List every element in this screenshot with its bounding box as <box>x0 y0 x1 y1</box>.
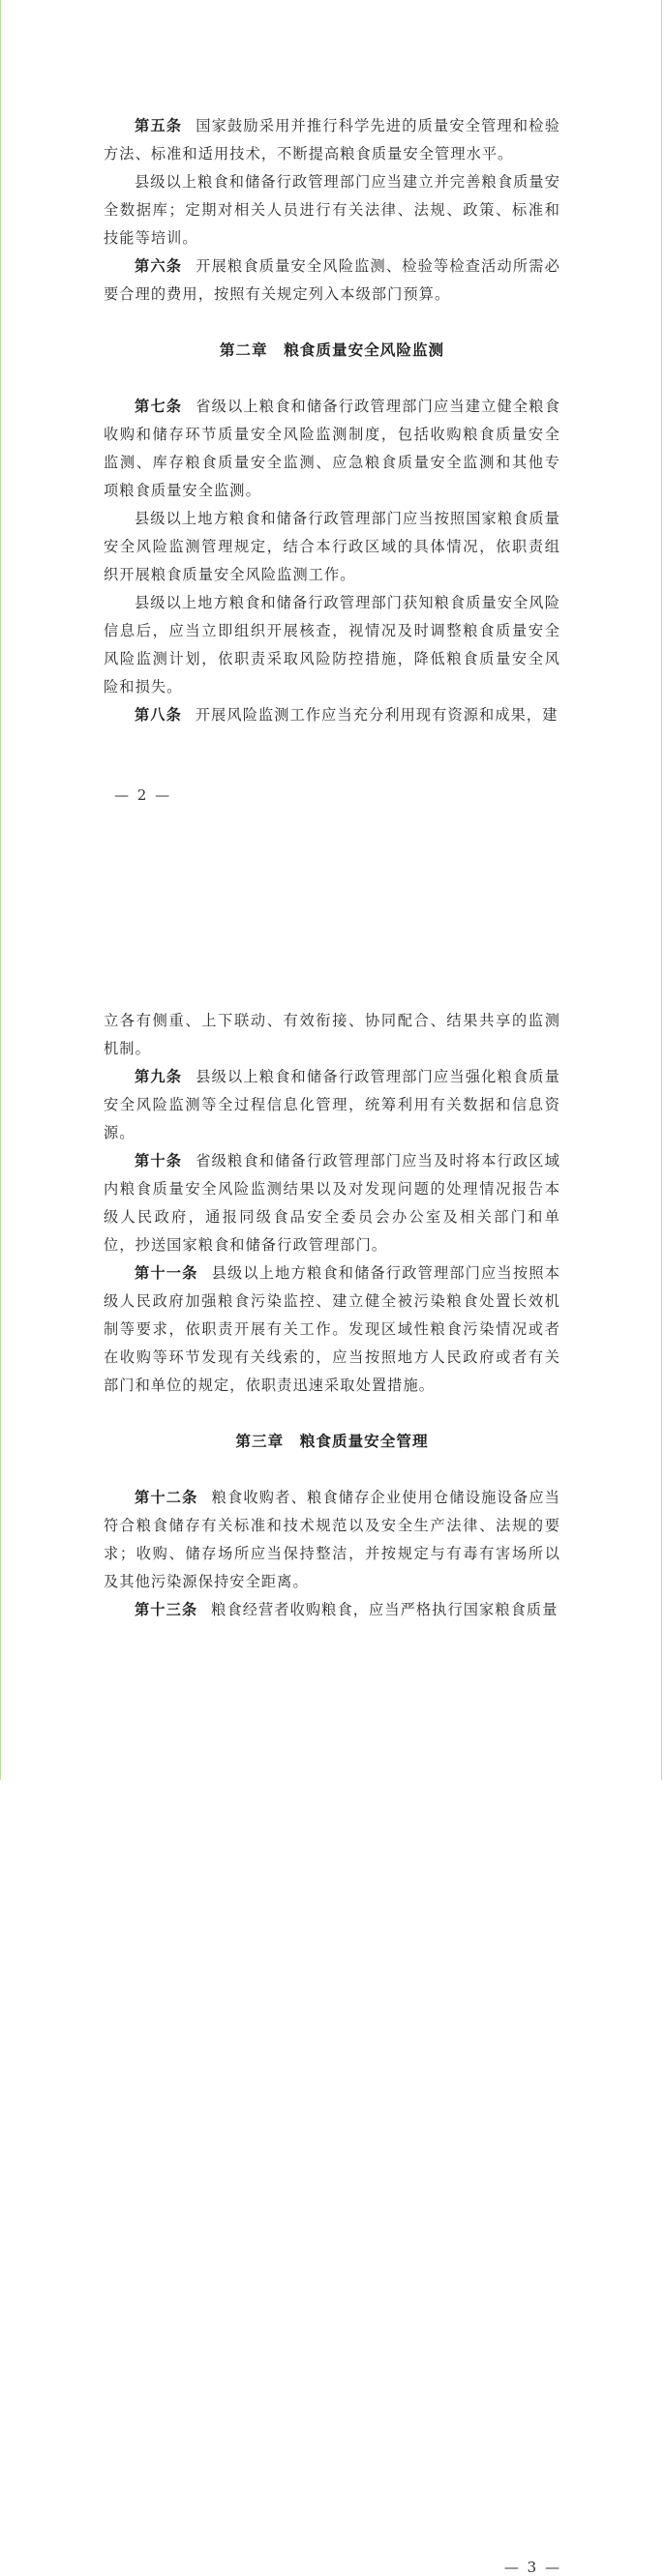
page-number: — 2 — <box>114 786 172 804</box>
article-text: 省级以上粮食和储备行政管理部门应当建立健全粮食收购和储存环节质量安全风险监测制度，包括收购粮食质量安全监测、库存粮食质量安全监测、应急粮食质量安全监测和其他专项粮食质量安全监测。 <box>104 398 560 499</box>
document-page-3 <box>0 851 664 2576</box>
article-text: 县级以上地方粮食和储备行政管理部门应当按照本级人民政府加强粮食污染监控、建立健全被污染粮食处置长效机制等要求，依职责开展有关工作。发现区域性粮食污染情况或者在收购等环节发现有关线索的，应当按照地方人民政府或者有关部门和单位的规定，依职责迅速采取处置措施。 <box>104 1264 561 1394</box>
paragraph: 县级以上地方粮食和储备行政管理部门应当按照国家粮食质量安全风险监测管理规定，结合本行政区域的具体情况，依职责组织开展粮食质量安全风险监测工作。 <box>104 510 560 583</box>
article-8-continued: 立各有侧重、上下联动、有效衔接、协同配合、结果共享的监测机制。 <box>104 1012 560 1057</box>
document-page-2 <box>0 0 664 851</box>
article-label: 第八条 <box>135 706 182 724</box>
article-9 <box>104 1063 560 1147</box>
article-text: 省级粮食和储备行政管理部门应当及时将本行政区域内粮食质量安全风险监测结果以及对发现问题的处理情况报告本级人民政府，通报同级食品安全委员会办公室及相关部门和单位，抄送国家粮食和储备行政管理部门。 <box>104 1152 560 1254</box>
article-text: 粮食收购者、粮食储存企业使用仓储设施设备应当符合粮食储存有关标准和技术规范以及安全生产法律、法规的要求；收购、储存场所应当保持整洁，并按规定与有毒有害场所以及其他污染源保持安全距离。 <box>104 1489 561 1590</box>
article-6 <box>104 252 560 309</box>
article-text: 县级以上粮食和储备行政管理部门应当强化粮食质量安全风险监测等全过程信息化管理，统筹利用有关数据和信息资源。 <box>104 1068 560 1141</box>
article-label: 第十一条 <box>135 1264 198 1282</box>
article-text: 开展粮食质量安全风险监测、检验等检查活动所需必要合理的费用，按照有关规定列入本级部门预算。 <box>104 257 560 303</box>
article-5 <box>104 112 560 168</box>
article-label: 第六条 <box>135 257 183 275</box>
article-12 <box>104 1484 560 1596</box>
paragraph: 县级以上粮食和储备行政管理部门应当建立并完善粮食质量安全数据库；定期对相关人员进行有关法律、法规、政策、标准和技能等培训。 <box>104 173 560 247</box>
page-content <box>104 112 560 729</box>
article-text: 粮食经营者收购粮食，应当严格执行国家粮食质量 <box>211 1601 558 1618</box>
article-label: 第九条 <box>135 1068 183 1085</box>
article-label: 第十条 <box>135 1152 183 1170</box>
paragraph: 县级以上地方粮食和储备行政管理部门获知粮食质量安全风险信息后，应当立即组织开展核查，视情况及时调整粮食质量安全风险监测计划，依职责采取风险防控措施，降低粮食质量安全风险和损失。 <box>104 594 560 696</box>
article-13 <box>104 1596 560 1624</box>
chapter-heading-block <box>104 1400 560 1484</box>
article-7 <box>104 393 560 505</box>
article-8 <box>104 701 560 729</box>
article-text: 开展风险监测工作应当充分利用现有资源和成果，建 <box>195 706 558 724</box>
chapter-2-title: 第二章 粮食质量安全风险监测 <box>219 341 445 359</box>
article-label: 第七条 <box>135 398 183 415</box>
chapter-heading-block <box>104 309 560 393</box>
article-11 <box>104 1259 560 1400</box>
article-label: 第十三条 <box>135 1601 198 1618</box>
page-content <box>104 1007 560 1624</box>
article-label: 第五条 <box>135 117 183 134</box>
article-label: 第十二条 <box>135 1489 198 1506</box>
chapter-3-title: 第三章 粮食质量安全管理 <box>235 1432 429 1450</box>
page-number: — 3 — <box>503 2559 561 2576</box>
article-text: 国家鼓励采用并推行科学先进的质量安全管理和检验方法、标准和适用技术，不断提高粮食质量安全管理水平。 <box>104 117 560 163</box>
article-10 <box>104 1147 560 1259</box>
